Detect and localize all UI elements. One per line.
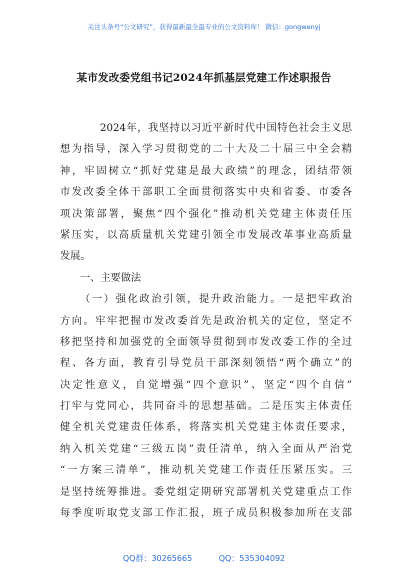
- body-line: （一）强化政治引领，提升政治能力。一是把牢政治: [80, 294, 352, 306]
- body-line: 是坚持统筹推进。委党组定期研究部署机关党建重点工作: [60, 486, 352, 498]
- document-body: [60, 118, 352, 524]
- body-line: 2024年，我坚持以习近平新时代中国特色社会主义思: [100, 123, 352, 134]
- body-line: 打牢与党同心，共同奋斗的思想基础。二是压实主体责任: [60, 401, 352, 413]
- body-line: 程、各方面，教育引导党员干部深刻领悟“两个确立”的: [60, 358, 352, 370]
- header-banner: 关注头条号“公文研究”，获得最新最全最专业的公文资料库！ 微信：gongwenyj: [87, 23, 321, 31]
- footer-qq-group: QQ群：30265665: [122, 554, 193, 563]
- body-line: 每季度听取党支部工作汇报，班子成员积极参加所在支部: [60, 508, 352, 520]
- footer-qq: QQ：535304092: [218, 554, 286, 563]
- body-line: 发展。: [60, 251, 91, 263]
- footer-contact: [0, 553, 408, 564]
- body-line: 紧压实，以高质量机关党建引领全市发展改革事业高质量: [60, 229, 352, 241]
- body-line: 市发改委全体干部职工全面贯彻落实中央和省委、市委各: [60, 187, 352, 199]
- body-line: 健全机关党建责任体系，将落实机关党建主体责任要求，: [60, 422, 352, 434]
- body-line: 移把坚持和加强党的全面领导贯彻到市发改委工作的全过: [60, 336, 352, 348]
- body-line: 方向。牢牢把握市发改委首先是政治机关的定位，坚定不: [60, 315, 352, 327]
- body-line: 想为指导，深入学习贯彻党的二十大及二十届三中全会精: [60, 144, 352, 156]
- document-title: 某市发改委党组书记2024年抓基层党建工作述职报告: [76, 72, 332, 84]
- body-line: 决定性意义，自觉增强“四个意识”、坚定“四个自信”: [60, 379, 352, 391]
- section-heading: 一、主要做法: [80, 272, 142, 284]
- body-line: 项决策部署，聚焦“四个强化”推动机关党建主体责任压: [60, 208, 352, 220]
- body-line: 纳入机关党建“三级五岗”责任清单，纳入全面从严治党: [60, 443, 352, 455]
- body-line: “一方案三清单”，推动机关党建工作责任压紧压实。三: [60, 465, 352, 477]
- body-line: 神，牢固树立“抓好党建是最大政绩”的理念，团结带领: [60, 165, 352, 177]
